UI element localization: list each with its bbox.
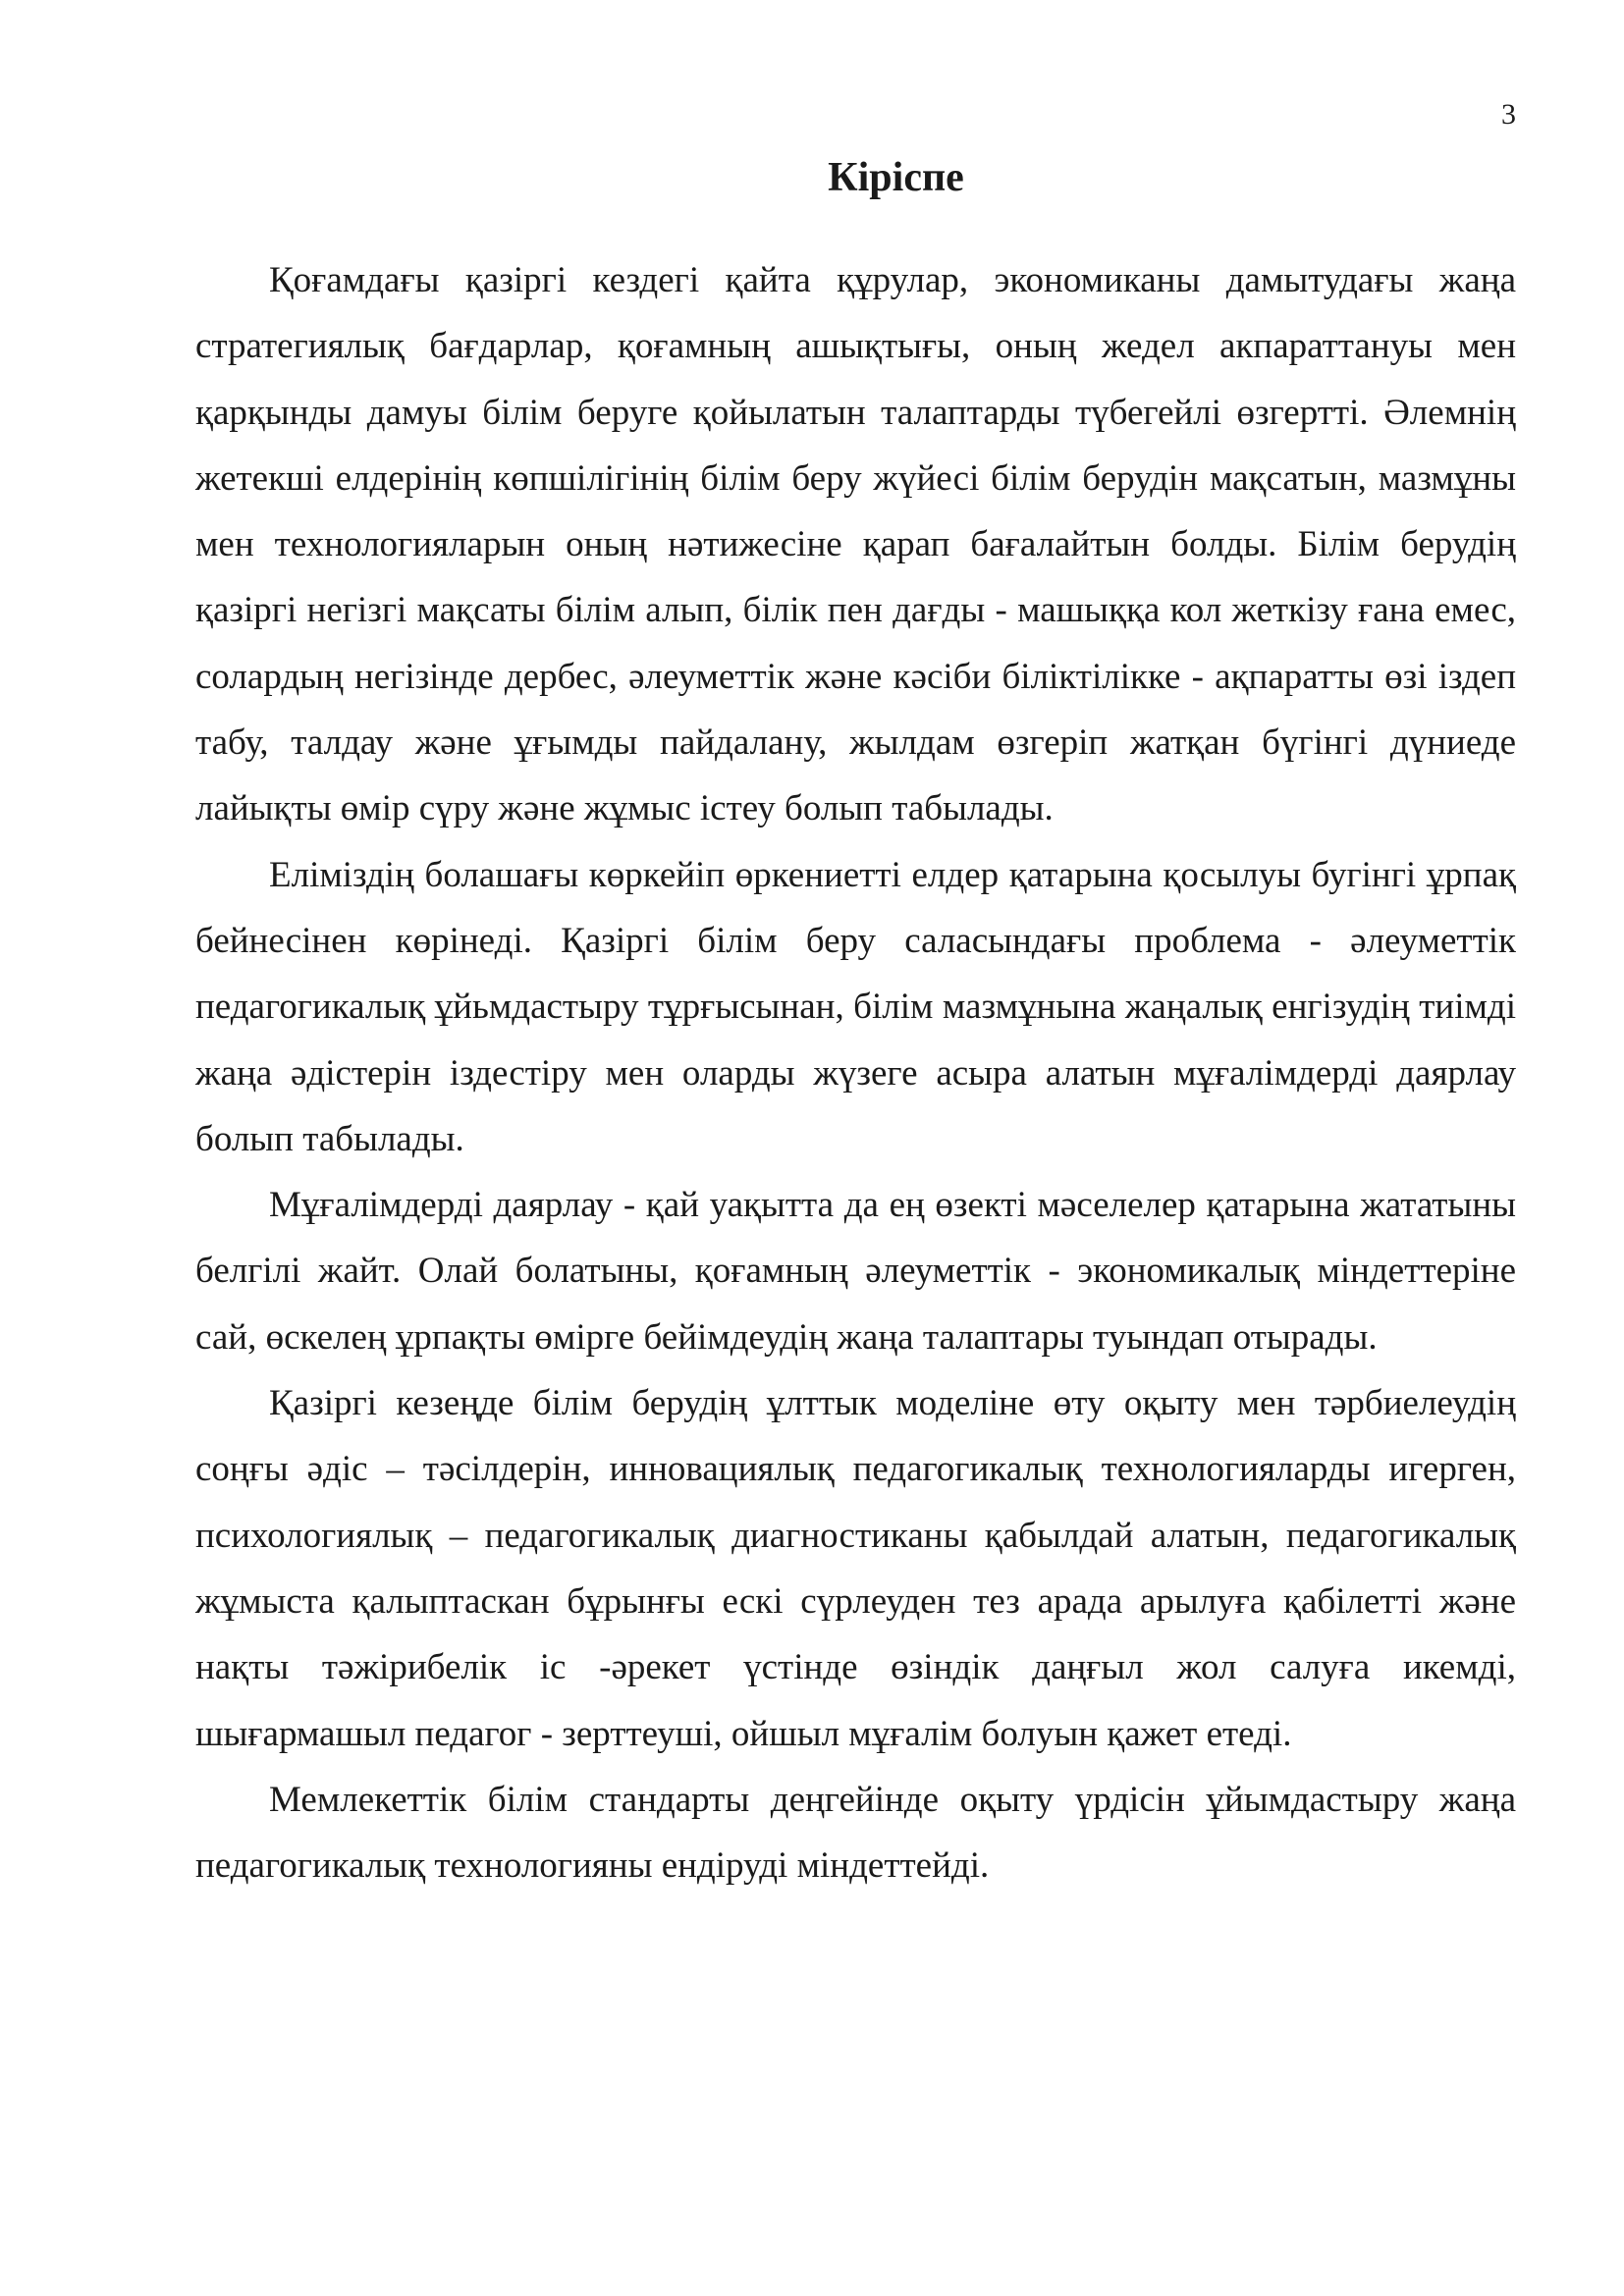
page-title: Кіріспе (828, 155, 964, 200)
paragraph: Мемлекеттік білім стандарты деңгейінде оқыту үрдісін ұйымдастыру жаңа педагогикалық технологияны ендіруді міндеттейді. (195, 1779, 1516, 1887)
paragraph: Қоғамдағы қазіргі кездегі қайта құрулар, экономиканы дамытудағы жаңа стратегиялық бағдарлар, қоғамның ашықтығы, оның жедел акпараттануы мен қарқынды дамуы білім беруге қойылатын талаптарды түбегейлі өзгертті. Әлемнің жетекші елдерінің көпшілігінің білім беру жүйесі білім берудін мақсатын, мазмұны мен технологияларын оның нәтижесіне қарап бағалайтын болды. Білім берудің қазіргі негізгі мақсаты білім алып, білік пен дағды - машыққа кол жеткізу ғана емес, солардың негізінде дербес, әлеуметтік және кәсіби біліктілікке - ақпаратты өзі іздеп табу, талдау және ұғымды пайдалану, жылдам өзгеріп жатқан бүгінгі дүниеде лайықты өмір сүру және жұмыс істеу болып табылады. (195, 260, 1516, 829)
paragraph: Еліміздің болашағы көркейіп өркениетті елдер қатарына қосылуы бугінгі ұрпақ бейнесінен көрінеді. Қазіргі білім беру саласындағы проблема - әлеуметтік педагогикалық ұйьмдастыру тұрғысынан, білім мазмұнына жаңалық енгізудің тиімді жаңа әдістерін іздестіру мен оларды жүзеге асыра алатын мұғалімдерді даярлау болып табылады. (195, 854, 1516, 1159)
paragraph: Қазіргі кезеңде білім берудің ұлттык моделіне өту оқыту мен тәрбиелеудің соңғы әдіс – тәсілдерін, инновациялық педагогикалық технологияларды игерген, психологиялық – педагогикалық диагностиканы қабылдай алатын, педагогикалық жұмыста қалыптаскан бұрынғы ескі сүрлеуден тез арада арылуға қабілетті және нақты тәжірибелік іс -әрекет үстінде өзіндік даңғыл жол салуға икемді, шығармашыл педагог - зерттеуші, ойшыл мұғалім болуын қажет етеді. (195, 1383, 1516, 1754)
paragraph: Мұғалімдерді даярлау - қай уақытта да ең өзекті мәселелер қатарына жататыны белгілі жайт. Олай болатыны, қоғамның әлеуметтік - экономикалық міндеттеріне сай, өскелең ұрпақты өмірге бейімдеудің жаңа талаптары туындап отырады. (195, 1185, 1516, 1358)
body-text (195, 247, 1516, 1898)
page-number: 3 (1501, 98, 1516, 131)
